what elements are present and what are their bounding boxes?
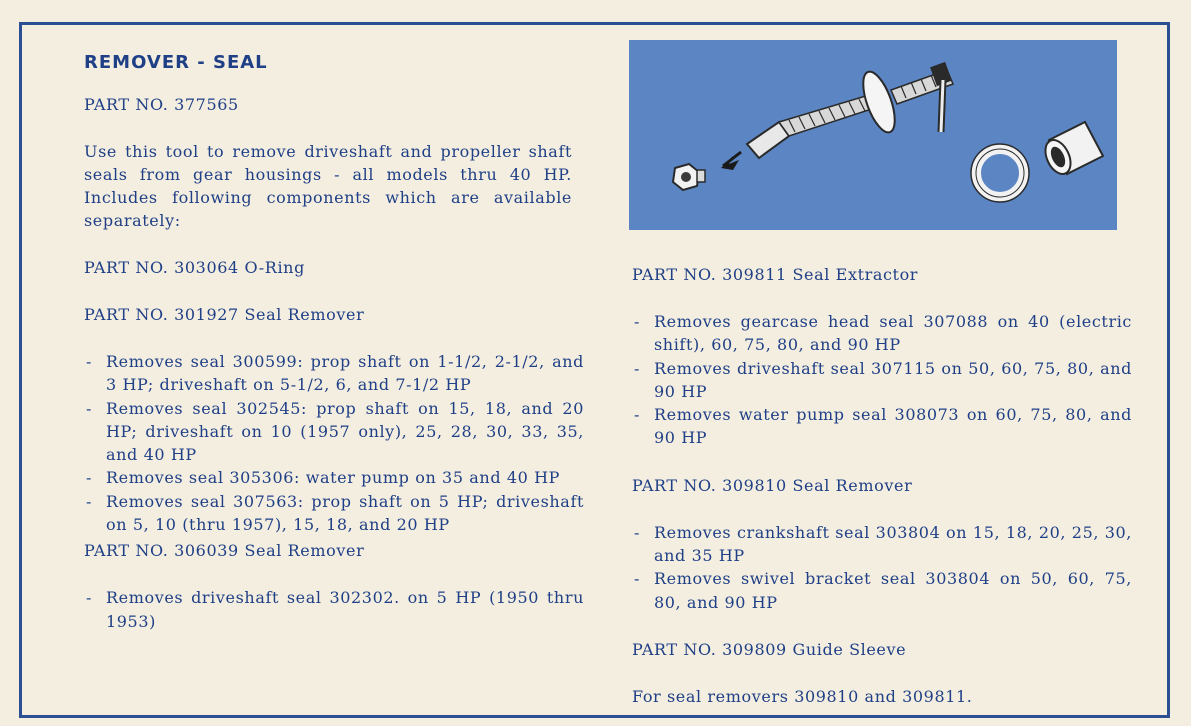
part-heading-seal-remover-309810: PART NO. 309810 Seal Remover	[632, 475, 913, 495]
footer-note: For seal removers 309810 and 309811.	[632, 686, 973, 706]
part-heading-o-ring: PART NO. 303064 O-Ring	[84, 258, 305, 277]
list-item: - Removes swivel bracket seal 303804 on 50, 60, 75, 80, and 90 HP	[632, 567, 1132, 614]
list-item: - Removes seal 300599: prop shaft on 1-1/2, 2-1/2, and 3 HP; driveshaft on 5-1/2, 6, and 7-1/2 HP	[84, 350, 584, 397]
part-heading-seal-extractor-309811: PART NO. 309811 Seal Extractor	[632, 265, 919, 284]
part-heading-guide-sleeve-309809: PART NO. 309809 Guide Sleeve	[632, 639, 907, 659]
list-item: - Removes seal 305306: water pump on 35 and 40 HP	[84, 466, 584, 489]
o-ring-icon	[971, 144, 1029, 202]
bullet-list-306039	[84, 586, 584, 633]
list-item: - Removes seal 302545: prop shaft on 15, 18, and 20 HP; driveshaft on 10 (1957 only), 25, 28, 30, 33, 35, and 40 HP	[84, 397, 584, 467]
threaded-rod-icon	[747, 62, 953, 158]
arrow-icon	[721, 152, 741, 170]
part-heading-seal-remover-301927: PART NO. 301927 Seal Remover	[84, 305, 365, 324]
nut-icon	[673, 164, 705, 190]
tool-illustration	[629, 40, 1117, 230]
tool-description: Use this tool to remove driveshaft and propeller shaft seals from gear housings - all models thru 40 HP. Includes following components which are available separately:	[84, 142, 572, 230]
right-column	[632, 263, 1132, 708]
guide-sleeve-icon	[1040, 122, 1103, 178]
page-title: REMOVER - SEAL	[84, 52, 268, 73]
list-item: - Removes gearcase head seal 307088 on 40 (electric shift), 60, 75, 80, and 90 HP	[632, 310, 1132, 357]
bullet-list-309811	[632, 310, 1132, 450]
main-part-number: PART NO. 377565	[84, 95, 239, 114]
part-heading-seal-remover-306039: PART NO. 306039 Seal Remover	[84, 541, 365, 561]
left-column	[84, 52, 584, 633]
list-item: - Removes seal 307563: prop shaft on 5 HP; driveshaft on 5, 10 (thru 1957), 15, 18, and 20 HP	[84, 490, 584, 537]
bullet-list-301927	[84, 350, 584, 536]
seal-remover-drawing	[629, 40, 1117, 230]
list-item: - Removes driveshaft seal 307115 on 50, 60, 75, 80, and 90 HP	[632, 357, 1132, 404]
list-item: - Removes crankshaft seal 303804 on 15, 18, 20, 25, 30, and 35 HP	[632, 521, 1132, 568]
list-item: - Removes driveshaft seal 302302. on 5 HP (1950 thru 1953)	[84, 586, 584, 633]
bullet-list-309810	[632, 521, 1132, 614]
list-item: - Removes water pump seal 308073 on 60, 75, 80, and 90 HP	[632, 403, 1132, 450]
